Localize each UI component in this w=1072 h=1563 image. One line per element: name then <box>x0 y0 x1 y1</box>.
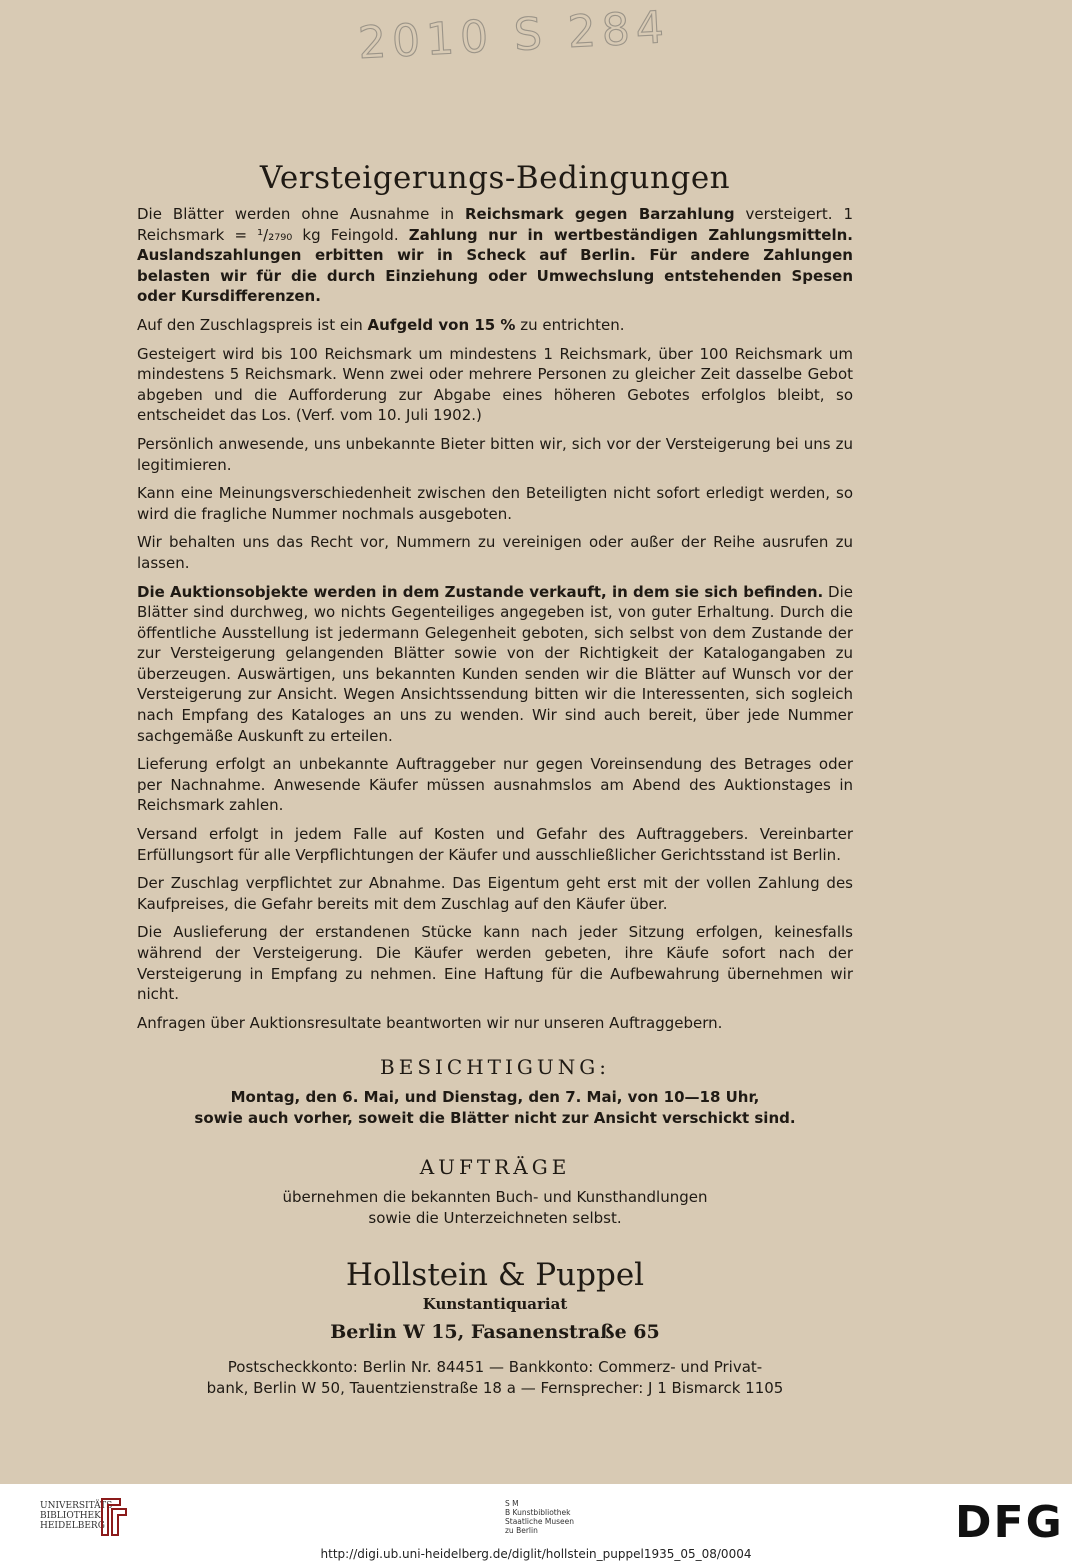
text-segment: Gesteigert wird bis 100 Reichsmark um mindestens 1 Reichsmark, über 100 Reichsmark um mindestens 5 Reichsmark. Wenn zwei oder mehrere Personen zu gleicher Zeit dasselbe Gebot abgeben und die Aufforderung zur Abgabe eines höheren Gebotes erfolglos bleibt, so entscheidet das Los. (Verf. vom 10. Juli 1902.) <box>137 344 853 425</box>
firm-name: Hollstein & Puppel <box>345 1257 645 1294</box>
smb-kunstbibliothek-logo <box>505 1499 574 1535</box>
text-segment: Anfragen über Auktionsresultate beantworten wir nur unseren Auftraggebern. <box>137 1013 723 1032</box>
condition-paragraph <box>137 483 853 524</box>
text-segment: Auf den Zuschlagspreis ist ein <box>137 315 368 334</box>
besichtigung-heading: BESICHTIGUNG: <box>380 1055 610 1080</box>
condition-paragraph <box>137 532 853 573</box>
firm-address: Berlin W 15, Fasanenstraße 65 <box>330 1321 660 1344</box>
document-title: Versteigerungs-Bedingungen <box>259 160 731 196</box>
condition-paragraph <box>137 1013 853 1034</box>
condition-paragraph <box>137 873 853 914</box>
bold-text-segment: Zahlung nur in wertbeständigen Zahlungsmitteln. Auslandszahlungen erbitten wir in Scheck auf Berlin. Für andere Zahlungen belasten wir für die durch Einziehung oder Umwechslung entstehenden Spesen oder Kursdifferenzen. <box>137 225 853 306</box>
ub-logo-line-3: HEIDELBERG <box>40 1521 105 1531</box>
condition-paragraph <box>137 315 853 336</box>
condition-paragraph <box>137 204 853 307</box>
library-emblem-icon <box>98 1495 128 1539</box>
text-segment: versteigert. 1 Reichsmark = ¹/₂₇₉₀ kg Feingold. <box>137 205 854 244</box>
handwritten-shelfmark: 2010 S 284 <box>356 1 671 70</box>
auftraege-line-1: übernehmen die bekannten Buch- und Kunsthandlungen <box>282 1188 708 1207</box>
text-segment: Der Zuschlag verpflichtet zur Abnahme. Das Eigentum geht erst mit der vollen Zahlung des Kaufpreises, die Gefahr bereits mit dem Zuschlag auf den Käufer über. <box>137 874 853 913</box>
firm-contact-1: Postscheckkonto: Berlin Nr. 84451 — Bankkonto: Commerz- und Privat- <box>227 1358 763 1377</box>
page-url[interactable]: http://digi.ub.uni-heidelberg.de/diglit/hollstein_puppel1935_05_08/0004 <box>320 1547 752 1561</box>
besichtigung-line-1: Montag, den 6. Mai, und Dienstag, den 7. Mai, von 10—18 Uhr, <box>230 1088 760 1107</box>
bold-text-segment: Die Auktionsobjekte werden in dem Zustande verkauft, in dem sie sich befinden. <box>137 582 824 601</box>
condition-paragraph <box>137 344 853 426</box>
document-content <box>137 158 853 1399</box>
condition-paragraph <box>137 582 853 747</box>
text-segment: Kann eine Meinungsverschiedenheit zwischen den Beteiligten nicht sofort erledigt werden, so wird die fragliche Nummer nochmals ausgeboten. <box>137 484 853 523</box>
auftraege-line-2: sowie die Unterzeichneten selbst. <box>368 1209 622 1228</box>
sm-line-1: S M <box>505 1499 519 1508</box>
ub-logo-line-2: BIBLIOTHEK <box>40 1511 101 1521</box>
text-segment: zu entrichten. <box>515 315 625 334</box>
dfg-logo[interactable]: DFG <box>955 1497 1064 1548</box>
sm-line-4: zu Berlin <box>505 1526 538 1535</box>
ub-logo-line-1: UNIVERSITÄTS- <box>40 1501 116 1511</box>
firm-contact-2: bank, Berlin W 50, Tauentzienstraße 18 a — Fernsprecher: J 1 Bismarck 1105 <box>206 1379 784 1398</box>
besichtigung-line-2: sowie auch vorher, soweit die Blätter nicht zur Ansicht verschickt sind. <box>194 1109 796 1128</box>
firm-subtitle: Kunstantiquariat <box>422 1295 568 1314</box>
text-segment: Die Blätter sind durchweg, wo nichts Gegenteiliges angegeben ist, von guter Erhaltung. Durch die öffentliche Ausstellung ist jedermann Gelegenheit geboten, sich selbst von dem Zustande der zur Versteigerung gelangenden Blätter sowie von der Richtigkeit der Katalogangaben zu überzeugen. Auswärtigen, uns bekannten Kunden senden wir die Blätter auf Wunsch vor der Versteigerung zur Ansicht. Wegen Ansichtssendung bitten wir die Interessenten, sich sogleich nach Empfang des Kataloges an uns zu wenden. Wir sind auch bereit, über jede Nummer sachgemäße Auskunft zu erteilen. <box>137 582 853 745</box>
sm-line-3: Staatliche Museen <box>505 1517 574 1526</box>
auftraege-heading: AUFTRÄGE <box>419 1155 571 1180</box>
text-segment: Persönlich anwesende, uns unbekannte Bieter bitten wir, sich vor der Versteigerung bei uns zu legitimieren. <box>137 434 853 474</box>
bold-text-segment: Aufgeld von 15 % <box>367 315 516 334</box>
condition-paragraph <box>137 922 853 1004</box>
condition-paragraph <box>137 824 853 865</box>
text-segment: Versand erfolgt in jedem Falle auf Kosten und Gefahr des Auftraggebers. Vereinbarter Erfüllungsort für alle Verpflichtungen der Käufer und ausschließlicher Gerichtsstand ist Berlin. <box>137 825 853 864</box>
text-segment: Lieferung erfolgt an unbekannte Auftraggeber nur gegen Voreinsendung des Betrages oder per Nachnahme. Anwesende Käufer müssen ausnahmslos am Abend des Auktionstages in Reichsmark zahlen. <box>137 755 853 815</box>
sm-line-2: B Kunstbibliothek <box>505 1508 571 1517</box>
bold-text-segment: Reichsmark gegen Barzahlung <box>465 205 735 223</box>
text-segment: Wir behalten uns das Recht vor, Nummern zu vereinigen oder außer der Reihe ausrufen zu lassen. <box>137 533 853 572</box>
condition-paragraph <box>137 754 853 816</box>
text-segment: Die Blätter werden ohne Ausnahme in <box>137 205 465 223</box>
conditions-paragraphs <box>137 204 853 1033</box>
text-segment: Die Auslieferung der erstandenen Stücke kann nach jeder Sitzung erfolgen, keinesfalls während der Versteigerung. Die Käufer werden gebeten, ihre Käufe sofort nach der Versteigerung in Empfang zu nehmen. Eine Haftung für die Aufbewahrung übernehmen wir nicht. <box>137 923 853 1004</box>
condition-paragraph <box>137 434 853 475</box>
